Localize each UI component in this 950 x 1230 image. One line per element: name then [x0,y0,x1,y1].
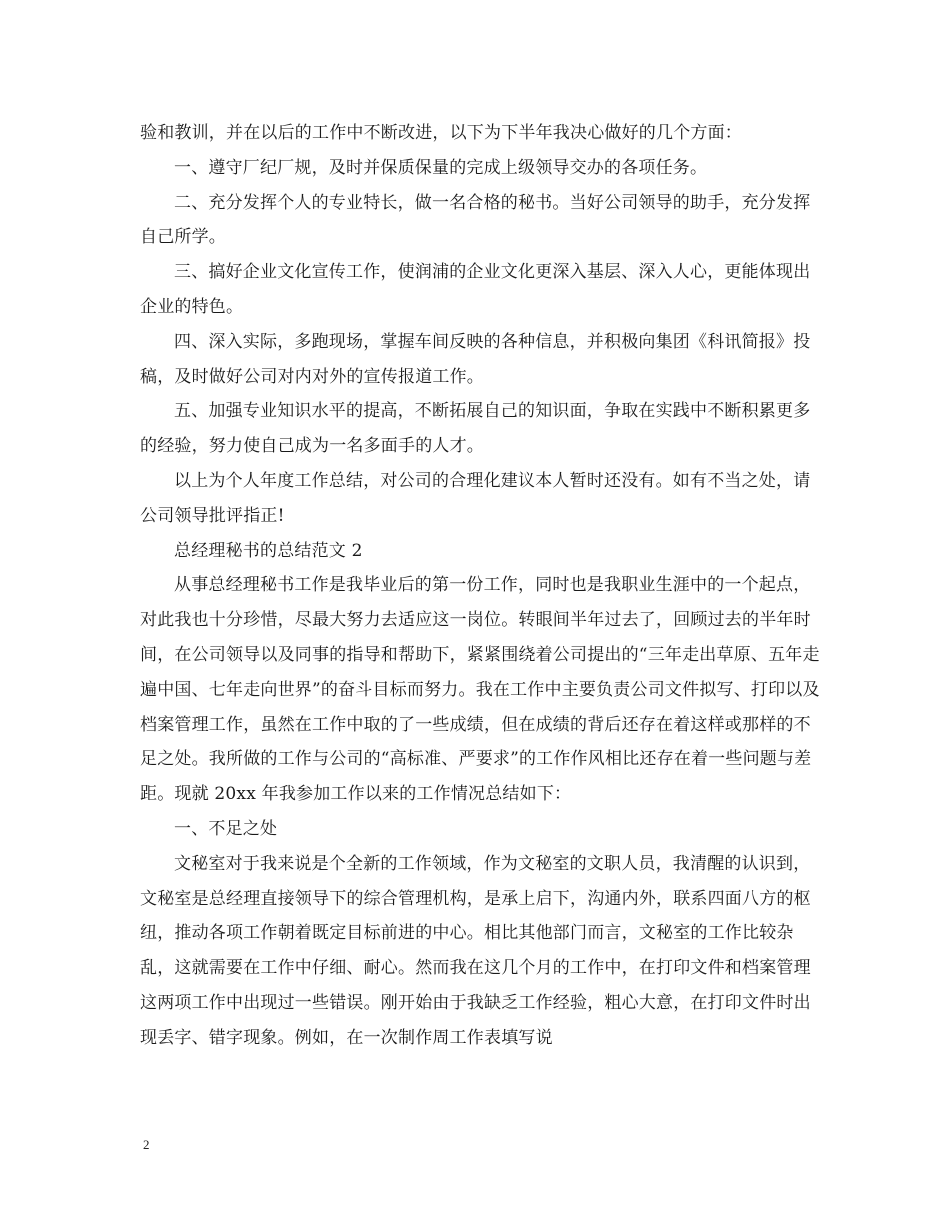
paragraph: 文秘室对于我来说是个全新的工作领域，作为文秘室的文职人员，我清醒的认识到，文秘室是总经理直接领导下的综合管理机构，是承上启下，沟通内外，联系四面八方的枢纽，推动各项工作朝着既定目标前进的中心。相比其他部门而言，文秘室的工作比较杂乱，这就需要在工作中仔细、耐心。然而我在这几个月的工作中，在打印文件和档案管理这两项工作中出现过一些错误。刚开始由于我缺乏工作经验，粗心大意，在打印文件时出现丢字、错字现象。例如，在一次制作周工作表填写说 [140,853,811,1048]
paragraph: 二、充分发挥个人的专业特长，做一名合格的秘书。当好公司领导的助手，充分发挥自己所学。 [140,192,811,248]
section-heading: 一、不足之处 [174,818,278,839]
page-number: 2 [143,1137,150,1152]
section-title: 总经理秘书的总结范文 2 [174,540,363,561]
paragraph: 从事总经理秘书工作是我毕业后的第一份工作，同时也是我职业生涯中的一个起点，对此我也十分珍惜，尽最大努力去适应这一岗位。转眼间半年过去了，回顾过去的半年时间，在公司领导以及同事的指导和帮助下，紧紧围绕着公司提出的“三年走出草原、五年走遍中国、七年走向世界”的奋斗目标而努力。我在工作中主要负责公司文件拟写、打印以及档案管理工作，虽然在工作中取的了一些成绩，但在成绩的背后还存在着这样或那样的不足之处。我所做的工作与公司的“高标准、严要求”的工作作风相比还存在着一些问题与差距。现就 20xx 年我参加工作以来的工作情况总结如下： [140,575,820,805]
paragraph: 四、深入实际，多跑现场，掌握车间反映的各种信息，并积极向集团《科讯简报》投稿，及时做好公司对内对外的宣传报道工作。 [140,331,811,387]
paragraph: 以上为个人年度工作总结，对公司的合理化建议本人暂时还没有。如有不当之处，请公司领导批评指正! [140,470,811,526]
paragraph: 一、遵守厂纪厂规，及时并保质保量的完成上级领导交办的各项任务。 [174,157,708,178]
paragraph: 五、加强专业知识水平的提高，不断拓展自己的知识面，争取在实践中不断积累更多的经验，努力使自己成为一名多面手的人才。 [140,401,811,457]
document-body [140,116,820,1056]
paragraph: 三、搞好企业文化宣传工作，使润浦的企业文化更深入基层、深入人心，更能体现出企业的特色。 [140,262,811,317]
paragraph: 验和教训，并在以后的工作中不断改进，以下为下半年我决心做好的几个方面： [140,123,742,143]
